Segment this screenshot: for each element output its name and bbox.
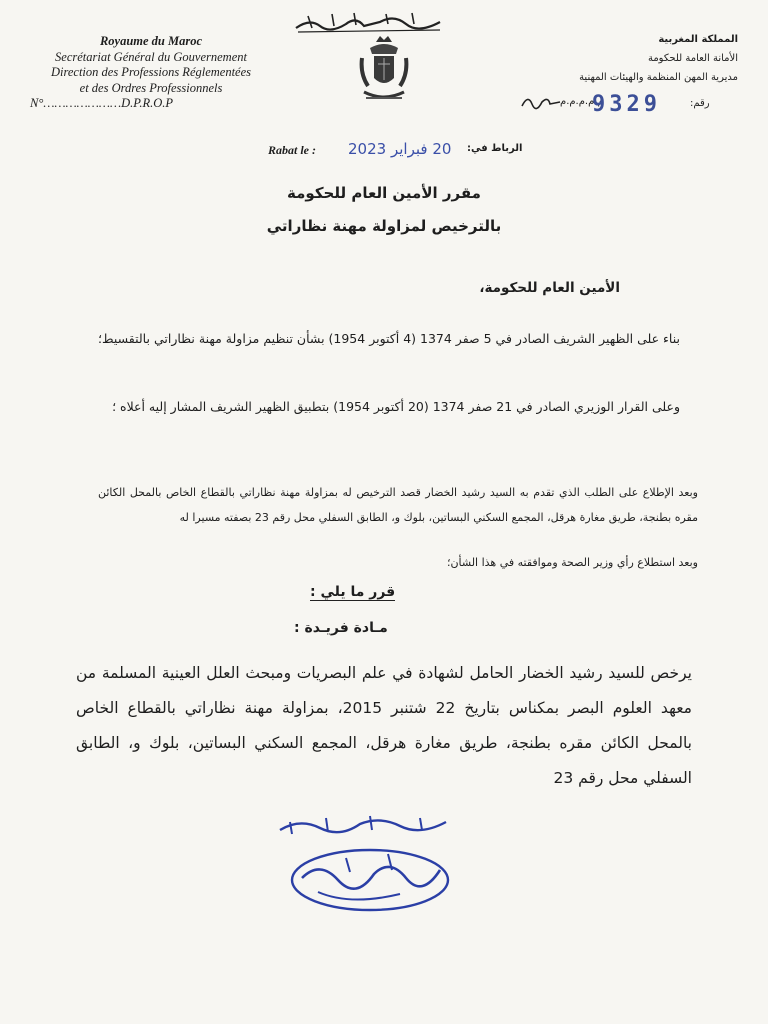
date-label-ar: الرباط في: bbox=[467, 143, 523, 154]
preamble-paragraph: بناء على الظهير الشريف الصادر في 5 صفر 1374 (4 أكتوبر 1954) بشأن تنظيم مزاولة مهنة نظاراتي بالتقسيط؛ bbox=[98, 331, 680, 346]
header-ar-line: المملكة المغربية bbox=[658, 34, 738, 45]
decision-body: يرخص للسيد رشيد الخضار الحامل لشهادة في علم البصريات ومبحث العلل العينية المسلمة من معهد العلوم البصر بمكناس بتاريخ 22 شتنبر 2015، بمزاولة مهنة نظاراتي بالقطاع الخاص بالمحل الكائن مقره بطنجة، طريق مغارة هرقل، المجمع السكني البساتين، بلوك و، الطابق السفلي محل رقم 23 bbox=[76, 664, 692, 787]
royal-emblem-icon bbox=[356, 34, 412, 108]
decision-heading-text: قرر ما يلي : bbox=[310, 584, 396, 600]
bismillah-calligraphy bbox=[290, 10, 450, 36]
reference-dots-ar: م.م.م.م.م bbox=[560, 96, 604, 107]
header-fr-line: et des Ordres Professionnels bbox=[79, 80, 223, 95]
header-ar-line: مديرية المهن المنظمة والهيئات المهنية bbox=[579, 72, 738, 83]
reference-label-ar: رقم: bbox=[690, 98, 710, 109]
header-french bbox=[26, 34, 276, 112]
addressee: الأمين العام للحكومة، bbox=[479, 280, 620, 296]
header-arabic bbox=[518, 30, 738, 87]
article-heading: مـادة فريـدة : bbox=[294, 620, 388, 636]
date-value: 20 فبراير 2023 bbox=[348, 140, 452, 158]
header-fr-line: Direction des Professions Réglementées bbox=[50, 65, 252, 79]
header-ar-line: الأمانة العامة للحكومة bbox=[647, 53, 738, 64]
preamble-paragraph: وبعد الإطلاع على الطلب الذي تقدم به السيد رشيد الخضار قصد الترخيص له بمزاولة مهنة نظاراتي بالقطاع الخاص بالمحل الكائن مقره بطنجة، طريق مغارة هرقل، المجمع السكني البساتين، بلوك و، الطابق السفلي محل رقم 23 بصفته مسيرا له bbox=[98, 486, 698, 524]
date-label-fr: Rabat le : bbox=[268, 143, 316, 157]
decree-title: مقرر الأمين العام للحكومة bbox=[287, 184, 481, 202]
header-fr-line: Secrétariat Général du Gouvernement bbox=[55, 49, 247, 64]
preamble-paragraph: وعلى القرار الوزيري الصادر في 21 صفر 1374 (20 أكتوبر 1954) بتطبيق الظهير الشريف المشار إليه أعلاه ؛ bbox=[112, 399, 680, 414]
stamped-reference-number: 9329 bbox=[592, 92, 661, 117]
reference-number-fr: N°…………………D.P.R.O.P bbox=[30, 96, 173, 110]
decision-heading bbox=[310, 584, 395, 600]
preamble-paragraph: وبعد استطلاع رأي وزير الصحة وموافقته في هذا الشأن؛ bbox=[446, 556, 698, 569]
date-row bbox=[0, 140, 768, 162]
handwritten-signature bbox=[250, 808, 470, 928]
header-fr-line: Royaume du Maroc bbox=[99, 34, 203, 48]
decree-subtitle: بالترخيص لمزاولة مهنة نظاراتي bbox=[266, 217, 502, 235]
